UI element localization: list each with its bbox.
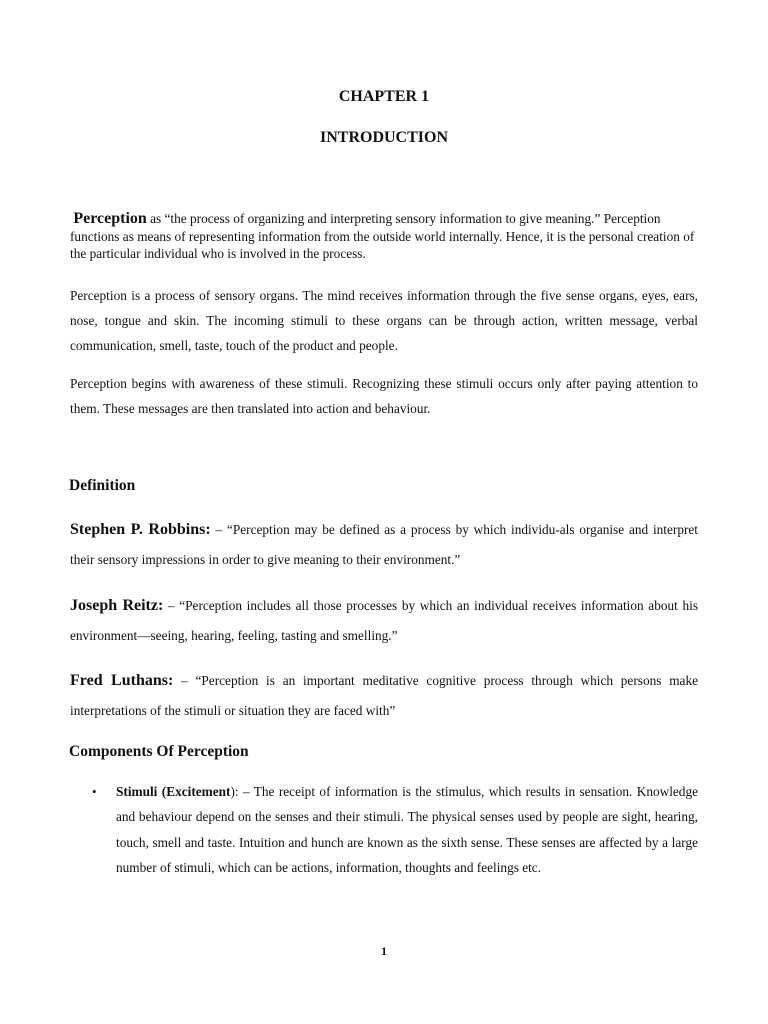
list-item-text — [116, 779, 698, 880]
paragraph-awareness: Perception begins with awareness of these stimuli. Recognizing these stimuli occurs only after paying attention to them. These messages are then translated into action and behaviour. — [70, 376, 698, 416]
component-description: – The receipt of information is the stimulus, which results in sensation. Knowledge and behaviour depend on the senses and their stimuli. The physical senses used by people are sight, hearing, touch, smell and taste. Intuition and hunch are known as the sixth sense. These senses are affected by a large number of stimuli, which can be actions, information, thoughts and feelings etc. — [116, 784, 699, 875]
intro-paragraph — [70, 210, 698, 263]
intro-term: Perception — [73, 210, 147, 227]
definition-robbins — [70, 515, 698, 575]
definition-luthans — [70, 666, 698, 726]
chapter-label: CHAPTER 1 — [338, 88, 430, 105]
paragraph-sensory-organs: Perception is a process of sensory organs. The mind receives information through the five sense organs, eyes, ears, nose, tongue and skin. The incoming stimuli to these organs can be through action, written message, verbal communication, smell, taste, touch of the product and people. — [70, 288, 698, 353]
definition-reitz — [70, 591, 698, 651]
chapter-title: INTRODUCTION — [319, 129, 448, 146]
page-number: 1 — [381, 944, 387, 958]
definition-text: – “Perception is an important meditative cognitive process through which persons make interpretations of the stimuli or situation they are faced with” — [70, 673, 698, 718]
definition-text: – “Perception includes all those processes by which an individual receives information about his environment—seeing, hearing, feeling, tasting and smelling.” — [70, 598, 699, 643]
definition-text: – “Perception may be defined as a process by which individu-als organise and interpret their sensory impressions in order to give meaning to their environment.” — [70, 522, 699, 567]
list-item-stimuli — [92, 779, 698, 880]
definition-heading: Definition — [69, 477, 136, 494]
bullet-icon: • — [92, 784, 97, 799]
definition-author: Stephen P. Robbins: — [70, 521, 211, 538]
component-term-suffix: ): — [230, 784, 243, 799]
definition-author: Fred Luthans: — [70, 672, 174, 689]
definition-author: Joseph Reitz: — [70, 597, 164, 614]
components-heading: Components Of Perception — [69, 743, 249, 760]
intro-text: as “the process of organizing and interpreting sensory information to give meaning.” Perception functions as means of representing information from the outside world internally. Hence, it is the personal creation of the particular individual who is involved in the process. — [70, 211, 695, 261]
component-term: Stimuli (Excitement — [116, 784, 231, 799]
